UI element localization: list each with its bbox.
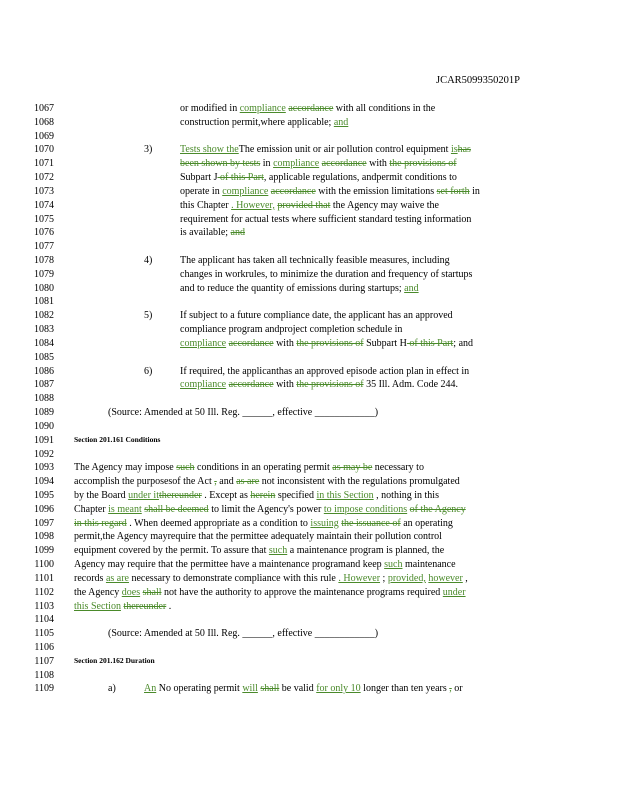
deleted-text: as may be	[332, 462, 373, 474]
text-run: to limit the Agency's power	[208, 503, 324, 515]
inserted-text: as are	[105, 572, 129, 584]
text-run: . When deemed appropriate as a condition to	[126, 517, 311, 529]
line-number: 1091	[34, 434, 54, 446]
text-line	[144, 310, 152, 321]
text-line	[180, 214, 471, 225]
deleted-text: in this regard	[74, 517, 127, 529]
line-number: 1096	[34, 503, 54, 515]
text-run: , applicable regulations, andpermit conditions to	[263, 172, 457, 184]
text-run: and to reduce the quantity of emissions during startups;	[180, 282, 405, 294]
text-run: .	[166, 600, 172, 612]
deleted-text: the issuance of	[341, 517, 401, 529]
text-run: construction permit,where applicable;	[180, 116, 334, 128]
deleted-text: has	[457, 144, 471, 156]
deleted-text: set forth	[436, 185, 470, 197]
text-run: . Except as	[201, 489, 251, 501]
text-run: not inconsistent with the regulations promulgated	[259, 476, 460, 488]
line-number: 1080	[34, 282, 54, 294]
line-number: 1097	[34, 517, 54, 529]
deleted-text: shall be deemed	[144, 503, 209, 515]
text-run: , nothing in this	[373, 489, 439, 501]
text-run: with	[273, 379, 297, 391]
deleted-text: been shown by tests	[180, 158, 261, 170]
line-number: 1071	[34, 158, 54, 170]
line-number: 1087	[34, 379, 54, 391]
text-run: an operating	[400, 517, 453, 529]
line-number: 1074	[34, 199, 54, 211]
inserted-text: is	[450, 144, 458, 156]
text-run: The Agency may impose	[74, 462, 177, 474]
text-line	[74, 587, 466, 598]
text-run: If required, the applicanthas an approved episode action plan in effect in	[180, 365, 470, 377]
inserted-text: compliance	[222, 185, 269, 197]
text-line	[74, 531, 442, 542]
text-run: permit,the Agency mayrequire that the permittee adequately maintain their pollution control	[74, 531, 442, 543]
text-run: changes in workrules, to minimize the duration and frequency of startups	[180, 268, 473, 280]
line-number: 1105	[34, 628, 54, 640]
text-line	[74, 462, 424, 473]
text-run: a maintenance program is planned, the	[287, 545, 445, 557]
inserted-text: provided,	[387, 572, 426, 584]
text-run: (Source: Amended at 50 Ill. Reg. ______, effective ____________)	[108, 628, 379, 640]
text-run: compliance program andproject completion schedule in	[180, 324, 403, 336]
deleted-text: thereunder	[158, 489, 202, 501]
line-number: 1101	[34, 572, 54, 584]
line-number: 1109	[34, 683, 54, 695]
line-number: 1104	[34, 614, 54, 626]
text-line	[180, 283, 419, 294]
text-run: No operating permit	[156, 683, 243, 695]
text-line	[180, 255, 450, 266]
deleted-text: of this Part	[406, 337, 454, 349]
line-number: 1095	[34, 489, 54, 501]
deleted-text: thereunder	[123, 600, 167, 612]
line-number: 1081	[34, 296, 54, 308]
line-number: 1082	[34, 310, 54, 322]
line-number: 1088	[34, 393, 54, 405]
text-run: or	[451, 683, 463, 695]
text-line	[180, 158, 457, 169]
line-number: 1093	[34, 462, 54, 474]
inserted-text: this Section	[74, 600, 121, 612]
text-run: not have the authority to approve the maintenance programs required	[161, 586, 443, 598]
inserted-text: is meant	[108, 503, 142, 515]
line-number: 1072	[34, 172, 54, 184]
inserted-text: and	[404, 282, 419, 294]
inserted-text: in this Section	[316, 489, 374, 501]
line-number: 1067	[34, 103, 54, 114]
line-number: 1075	[34, 213, 54, 225]
section-heading	[74, 435, 160, 444]
text-line	[180, 172, 457, 183]
inserted-text: for only 10	[316, 683, 361, 695]
text-line	[144, 255, 152, 266]
text-line	[180, 269, 472, 280]
line-number: 1076	[34, 227, 54, 239]
inserted-text: issuing	[310, 517, 339, 529]
inserted-text: compliance	[273, 158, 320, 170]
text-line	[180, 103, 435, 114]
deleted-text: provided that	[277, 199, 331, 211]
deleted-text: accordance	[270, 185, 316, 197]
text-line	[74, 518, 453, 529]
inserted-text: and	[333, 116, 349, 128]
inserted-text: however	[428, 572, 463, 584]
text-run: specified	[275, 489, 317, 501]
inserted-text: does	[121, 586, 141, 598]
text-run: The applicant has taken all technically feasible measures, including	[180, 255, 450, 267]
line-number: 1070	[34, 144, 54, 156]
deleted-text: the provisions of	[389, 158, 457, 170]
line-number: 1086	[34, 365, 54, 377]
text-run: If subject to a future compliance date, the applicant has an approved	[180, 310, 453, 322]
text-run: necessary to	[372, 462, 424, 474]
text-line	[180, 117, 348, 128]
deleted-text: as are	[236, 476, 260, 488]
text-run: records	[74, 572, 106, 584]
text-run: in	[469, 185, 480, 197]
text-line	[180, 144, 471, 155]
line-number: 1084	[34, 337, 54, 349]
deleted-text: accordance	[228, 379, 274, 391]
line-number: 1083	[34, 324, 54, 336]
deleted-text: the provisions of	[296, 379, 364, 391]
deleted-text: of this Part	[217, 172, 264, 184]
inserted-text: Tests show the	[180, 144, 239, 156]
inserted-text: compliance	[180, 337, 227, 349]
deleted-text: of the Agency	[409, 503, 466, 515]
text-line	[108, 407, 378, 418]
line-number: 1079	[34, 268, 54, 280]
section-heading	[74, 656, 155, 665]
text-run: with	[273, 337, 297, 349]
text-run: The emission unit or air pollution control equipment	[238, 144, 451, 156]
text-run: 5)	[144, 310, 153, 322]
deleted-text: ,	[449, 683, 452, 695]
text-line	[144, 683, 463, 694]
text-line	[74, 601, 171, 612]
deleted-text: and	[230, 227, 245, 239]
text-line	[144, 144, 152, 155]
inserted-text: such	[384, 559, 403, 571]
inserted-text: under	[442, 586, 466, 598]
inserted-text: will	[242, 683, 258, 695]
text-line	[180, 338, 473, 349]
text-run: accomplish the purposesof the Act	[74, 476, 215, 488]
text-run: Subpart J	[180, 172, 218, 184]
text-run: and	[216, 476, 237, 488]
text-run: this Chapter	[180, 199, 232, 211]
text-line	[74, 559, 456, 570]
inserted-text: under it	[128, 489, 159, 501]
text-line	[74, 573, 468, 584]
text-line	[180, 366, 469, 377]
text-line	[180, 186, 480, 197]
deleted-text: accordance	[228, 337, 274, 349]
text-run: maintenance	[402, 559, 456, 571]
text-line	[180, 379, 458, 390]
deleted-text: accordance	[321, 158, 367, 170]
line-number: 1100	[34, 559, 54, 571]
line-number: 1077	[34, 241, 54, 253]
text-run: the Agency may waive the	[330, 199, 439, 211]
text-line	[180, 227, 245, 238]
text-run: be valid	[279, 683, 317, 695]
text-run: operate in	[180, 185, 223, 197]
line-number: 1106	[34, 641, 54, 653]
line-number: 1098	[34, 531, 54, 543]
text-run: equipment covered by the permit. To assure that	[74, 545, 269, 557]
inserted-text: to impose conditions	[323, 503, 408, 515]
text-run: with the emission limitations	[315, 185, 437, 197]
line-number: 1102	[34, 586, 54, 598]
line-number: 1073	[34, 185, 54, 197]
line-number: 1068	[34, 116, 54, 128]
text-line	[108, 628, 378, 639]
deleted-text: such	[176, 462, 195, 474]
text-run: ,	[462, 572, 468, 584]
text-run: (Source: Amended at 50 Ill. Reg. ______, effective ____________)	[108, 407, 379, 419]
text-run: with all conditions in the	[333, 103, 436, 114]
deleted-text: ,	[214, 476, 217, 488]
document-header: JCAR5099350201P	[435, 75, 520, 86]
text-run: 6)	[144, 365, 153, 377]
line-number: 1108	[34, 669, 54, 681]
text-line	[108, 683, 116, 694]
text-line	[180, 310, 453, 321]
inserted-text: An	[144, 683, 157, 695]
deleted-text: shall	[142, 586, 162, 598]
inserted-text: such	[268, 545, 288, 557]
line-number: 1085	[34, 351, 54, 363]
inserted-text: compliance	[180, 379, 227, 391]
text-run: conditions in an operating permit	[194, 462, 333, 474]
deleted-text: accordance	[288, 103, 334, 114]
text-line	[74, 504, 466, 515]
line-number: 1094	[34, 476, 54, 488]
inserted-text: . However	[338, 572, 381, 584]
text-run: with	[366, 158, 390, 170]
text-line	[180, 200, 439, 211]
text-run: Chapter	[74, 503, 109, 515]
text-line	[74, 545, 444, 556]
line-number: 1092	[34, 448, 54, 460]
text-line	[74, 490, 439, 501]
deleted-text: herein	[250, 489, 276, 501]
line-number: 1090	[34, 420, 54, 432]
text-run: 3)	[144, 144, 153, 156]
text-run: or modified in	[180, 103, 240, 114]
text-run: longer than ten years	[360, 683, 450, 695]
line-number: 1069	[34, 130, 54, 142]
line-number: 1089	[34, 407, 54, 419]
text-run: 4)	[144, 255, 153, 267]
text-run: Subpart H	[363, 337, 407, 349]
text-line	[74, 476, 460, 487]
text-run: by the Board	[74, 489, 129, 501]
inserted-text: compliance	[239, 103, 286, 114]
line-number: 1078	[34, 255, 54, 267]
text-line	[144, 366, 152, 377]
deleted-text: shall	[260, 683, 280, 695]
text-run: ; and	[453, 337, 474, 349]
line-number: 1107	[34, 655, 54, 667]
text-run: 35 Ill. Adm. Code 244.	[363, 379, 459, 391]
text-run: necessary to demonstrate compliance with this rule	[128, 572, 339, 584]
text-run: in	[260, 158, 274, 170]
text-run: requirement for actual tests where sufficient standard testing information	[180, 213, 472, 225]
text-run: a)	[108, 683, 116, 695]
text-run: Agency may require that the permittee have a maintenance programand keep	[74, 559, 385, 571]
inserted-text: . However,	[231, 199, 275, 211]
text-run: Section 201.161 Conditions	[74, 434, 161, 444]
deleted-text: the provisions of	[296, 337, 364, 349]
text-line	[180, 324, 402, 335]
text-run: the Agency	[74, 586, 122, 598]
text-run: is available;	[180, 227, 231, 239]
line-number: 1099	[34, 545, 54, 557]
text-run: ;	[380, 572, 388, 584]
text-run: Section 201.162 Duration	[74, 655, 155, 665]
line-number: 1103	[34, 600, 54, 612]
